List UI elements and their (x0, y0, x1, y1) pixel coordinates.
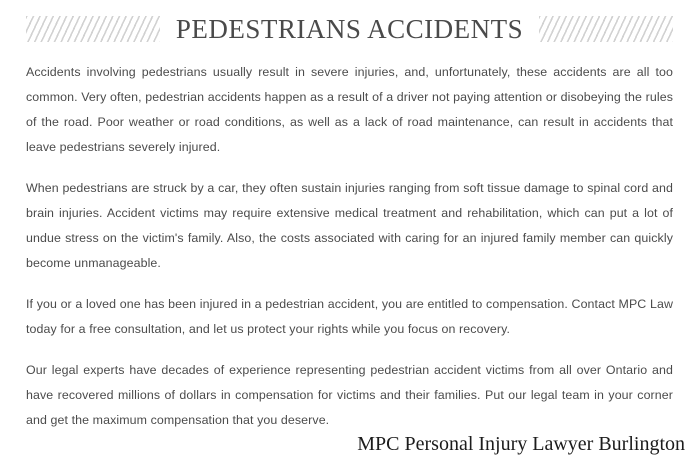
paragraph: If you or a loved one has been injured in a pedestrian accident, you are entitled to compensation. Contact MPC Law today for a free consultation, and let us protect your rights while you focus on recovery. (26, 297, 673, 336)
paragraph: Our legal experts have decades of experience representing pedestrian accident victims from all over Ontario and have recovered millions of dollars in compensation for victims and their families. Put our legal team in your corner and get the maximum compensation that you deserve. (26, 363, 673, 427)
paragraph: When pedestrians are struck by a car, they often sustain injuries ranging from soft tissue damage to spinal cord and brain injuries. Accident victims may require extensive medical treatment and rehabilitation, which can put a lot of undue stress on the victim's family. Also, the costs associated with caring for an injured family member can quickly become unmanageable. (26, 181, 673, 270)
paragraph: Accidents involving pedestrians usually result in severe injuries, and, unfortunately, these accidents are all too common. Very often, pedestrian accidents happen as a result of a driver not paying attention or disobeying the rules of the road. Poor weather or road conditions, as well as a lack of road maintenance, can result in accidents that leave pedestrians severely injured. (26, 65, 673, 154)
hatched-rule-right-icon (539, 16, 673, 42)
page-header (0, 0, 699, 50)
watermark-label: MPC Personal Injury Lawyer Burlington (351, 432, 689, 457)
hatched-rule-left-icon (26, 16, 160, 42)
page-title: PEDESTRIANS ACCIDENTS (175, 14, 524, 44)
article-body (0, 50, 699, 433)
